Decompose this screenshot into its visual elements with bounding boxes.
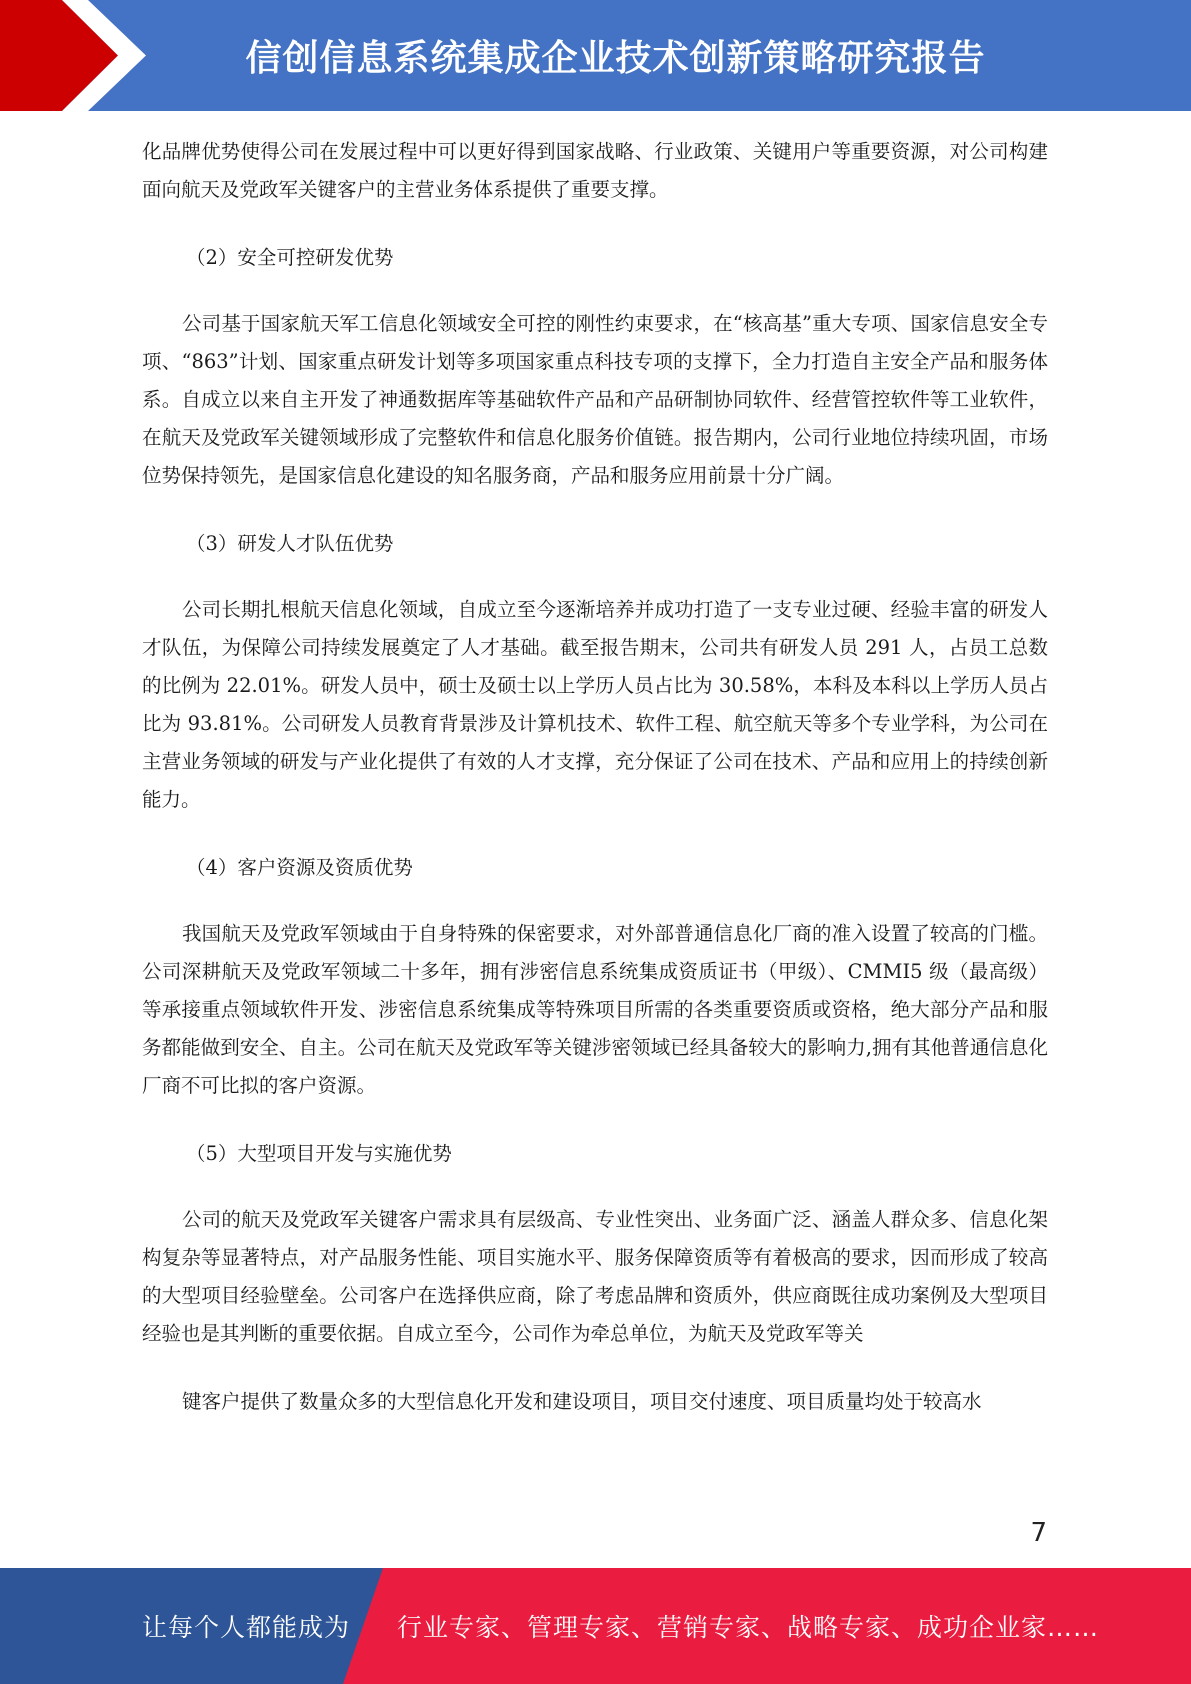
paragraph-security-rd: 公司基于国家航天军工信息化领域安全可控的刚性约束要求，在“核高基”重大专项、国家信息安全专项、“863”计划、国家重点研发计划等多项国家重点科技专项的支撑下，全力打造自主安全产品和服务体系。自成立以来自主开发了神通数据库等基础软件产品和产品研制协同软件、经营管控软件等工业软件，在航天及党政军关键领域形成了完整软件和信息化服务价值链。报告期内，公司行业地位持续巩固，市场位势保持领先，是国家信息化建设的知名服务商，产品和服务应用前景十分广阔。 [142, 312, 1048, 487]
section-heading-2: （2）安全可控研发优势 [186, 246, 394, 269]
paragraph-rd-talent: 公司长期扎根航天信息化领域，自成立至今逐渐培养并成功打造了一支专业过硬、经验丰富的研发人才队伍，为保障公司持续发展奠定了人才基础。截至报告期末，公司共有研发人员 291 人，占员工总数的比例为 22.01%。研发人员中，硕士及硕士以上学历人员占比为 30.58%，本科及本科以上学历人员占比为 93.81%。公司研发人员教育背景涉及计算机技术、软件工程、航空航天等多个专业学科，为公司在主营业务领域的研发与产业化提供了有效的人才支撑，充分保证了公司在技术、产品和应用上的持续创新能力。 [142, 598, 1048, 811]
page-header [0, 0, 1191, 111]
document-body [142, 133, 1048, 1421]
paragraph-customer-qualification: 我国航天及党政军领域由于自身特殊的保密要求，对外部普通信息化厂商的准入设置了较高的门槛。公司深耕航天及党政军领域二十多年，拥有涉密信息系统集成资质证书（甲级）、CMMI5 级（最高级）等承接重点领域软件开发、涉密信息系统集成等特殊项目所需的各类重要资质或资格，绝大部分产品和服务都能做到安全、自主。公司在航天及党政军等关键涉密领域已经具备较大的影响力,拥有其他普通信息化厂商不可比拟的客户资源。 [142, 922, 1048, 1097]
paragraph-intro: 化品牌优势使得公司在发展过程中可以更好得到国家战略、行业政策、关键用户等重要资源，对公司构建面向航天及党政军关键客户的主营业务体系提供了重要支撑。 [142, 140, 1048, 201]
page-footer [0, 1568, 1191, 1684]
section-heading-4: （4）客户资源及资质优势 [186, 856, 413, 879]
report-title: 信创信息系统集成企业技术创新策略研究报告 [245, 38, 986, 79]
section-heading-3: （3）研发人才队伍优势 [186, 532, 394, 555]
section-heading-5: （5）大型项目开发与实施优势 [186, 1142, 452, 1165]
footer-slogan-right: 行业专家、管理专家、营销专家、战略专家、成功企业家…… [397, 1613, 1100, 1642]
footer-slogan-left: 让每个人都能成为 [142, 1613, 351, 1642]
paragraph-large-projects: 公司的航天及党政军关键客户需求具有层级高、专业性突出、业务面广泛、涵盖人群众多、信息化架构复杂等显著特点，对产品服务性能、项目实施水平、服务保障资质等有着极高的要求，因而形成了较高的大型项目经验壁垒。公司客户在选择供应商，除了考虑品牌和资质外，供应商既往成功案例及大型项目经验也是其判断的重要依据。自成立至今，公司作为牵总单位，为航天及党政军等关 [142, 1208, 1048, 1345]
header-arrow-icon [0, 0, 160, 111]
page-number: 7 [1030, 1518, 1047, 1548]
paragraph-continued: 键客户提供了数量众多的大型信息化开发和建设项目，项目交付速度、项目质量均处于较高水 [182, 1390, 982, 1413]
